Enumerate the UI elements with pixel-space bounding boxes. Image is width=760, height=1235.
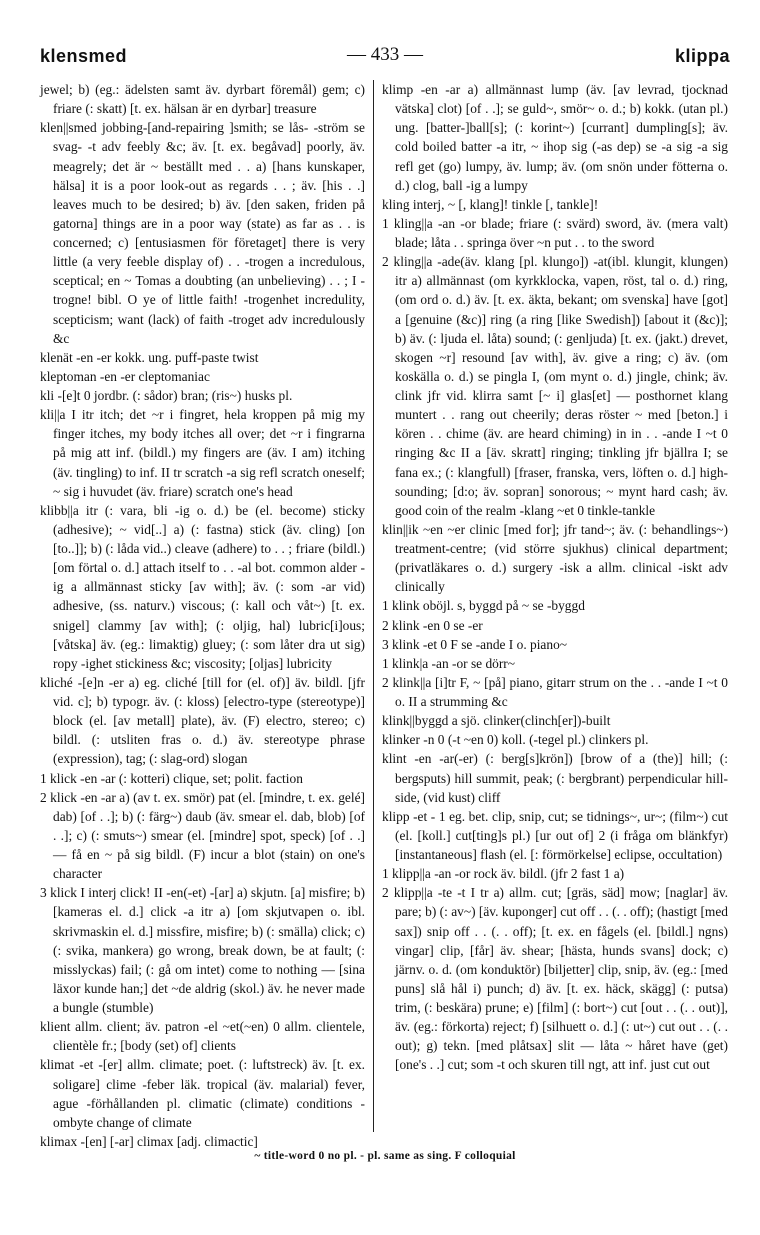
dictionary-entry: klen||smed jobbing-[and-repairing ]smith; se lås- -ström se svag- -t adv feebly &c; äv. [t. ex. begåvad] poorly, äv. meagrely; det är ~ beställt med . . a) [hans kunskaper, hälsa] it is a poor look-out as regards . . ; äv. [his . .] leaves much to be desired; b) äv. [den saken, friden på gatorna] things are in a poor way (state) as far as . . is concerned; c) [entusiasmen för företaget] there is very little (a very feeble display of) . . -trogen a incredulous, sceptical; en ~ Tomas a doubting (an unbelieving) . . ; I -trogne! bibl. O ye of little faith! -trogenhet incredulity, scepticism; want (lack) of faith -troget adv incredulously &c: [40, 120, 365, 346]
dictionary-entry: kliché -[e]n -er a) eg. cliché [till for (el. of)] äv. bildl. [jfr vid. c]; b) typogr. äv. (: kloss) [electro-type (stereotype)] block (el. [av metall] plate), äv. (F) electro, stereo; c) bildl. (: utsliten fras o. d.) äv. stereotype phrase (expression), tag; (: slag-ord) slogan: [40, 674, 365, 767]
dictionary-entry: 1 kling||a -an -or blade; friare (: svärd) sword, äv. (mera valt) blade; låta . . springa över ~n put . . to the sword: [382, 215, 728, 250]
page-number: — 433 —: [347, 44, 423, 65]
dictionary-entry: jewel; b) (eg.: ädelsten samt äv. dyrbart föremål) gem; c) friare (: skatt) [t. ex. hälsan är en dyrbar] treasure: [40, 82, 365, 117]
dictionary-entry: 2 kling||a -ade(äv. klang [pl. klungo]) -at(ibl. klungit, klungen) itr a) allmännast (om kyrkklocka, vapen, röst, tal o. d.) ring, (om ord o. d.) äv. [t. ex. äkta, bekant; om svenska] have [got] a [genuine (&c)] ring (a ring [like Swedish]) [about it (&c)]; b) äv. (: ljuda el. låta) sound; (: genljuda) [t. ex. (jakt.) drevet, skogen ~r] resound [av with], äv. give a ring; c) äv. (om koskälla o. d.) se pingla I, (om mynt o. d.) jingle, chink; äv. clink jfr vid. klirra samt [~ i] glas[et] — posthornet klang muntert . . rang out cheerily; deras röster ~ med [beton.] i kören . . chime (äv. are heard chiming) in in . . -ande I ~t 0 ringing &c II a [äv. skratt] ringing; tinkling jfr bjällra I; se fana ex.; (: klangfull) [fraser, franska, vers, löften o. d.] high-sounding; [d:o; äv. sopran] sonorous; ~ mynt hard cash; äv. good coin of the realm -klang ~et 0 tinkle-tankle: [382, 254, 728, 518]
dictionary-entry: klimp -en -ar a) allmännast lump (äv. [av levrad, tjocknad vätska] clot) [of . .]; se guld~, smör~ o. d.; b) kokk. (utan pl.) ung. [batter-]ball[s]; (: korint~) [currant] dumpling[s]; äv. cold boiled batter -a itr, ~ ihop sig (-as dep) se -a sig -a sig refl get (go) lumpy, äv. lump; äv. (om snön under fötterna o. d.) clog, ball -ig a lumpy: [382, 82, 728, 193]
dictionary-entry: 1 klick -en -ar (: kotteri) clique, set; polit. faction: [40, 770, 303, 786]
dictionary-entry: klipp -et - 1 eg. bet. clip, snip, cut; se tidnings~, ur~; (film~) cut (el. [koll.] cut[ting]s pl.) [ur out of] 2 (i fråga om blänkfyr) [instantaneous] flash (el. [: förmörkelse] eclipse, occultation): [382, 808, 728, 862]
header-left-catchword: klensmed: [40, 46, 128, 66]
dictionary-entry: klient allm. client; äv. patron -el ~et(~en) 0 allm. clientele, clientèle fr.; [body (set) of] clients: [40, 1019, 365, 1054]
dictionary-entry: 1 klipp||a -an -or rock äv. bildl. (jfr 2 fast 1 a): [382, 866, 625, 882]
dictionary-entry: 2 klink -en 0 se -er: [382, 617, 483, 633]
dictionary-entry: 2 klick -en -ar a) (av t. ex. smör) pat (el. [mindre, t. ex. gelé] dab) [of . .]; b) (: färg~) daub (äv. smear el. dab, blob) [of . .]; c) (: smuts~) smear (el. [mindre] spot, speck) [of . .] — få en ~ på sig bildl. (F) incur a blot (stain) on one's character: [40, 789, 365, 882]
right-column: [382, 80, 728, 1132]
dictionary-entry: klint -en -ar(-er) (: berg[s]krön]) [brow of a (the)] hill; (: bergsputs) hill summit, peak; (: bergbrant) perpendicular hill-side, (vid kust) cliff: [382, 751, 728, 805]
dictionary-entry: kli -[e]t 0 jordbr. (: sådor) bran; (ris~) husks pl.: [40, 388, 293, 403]
dictionary-entry: 3 klick I interj click! II -en(-et) -[ar] a) skjutn. [a] misfire; b) [kameras el. d.] click -a itr a) [om skjutvapen o. ibl. skrivmaskin el. d.] missfire, misfire; b) (: smälla) click; c) (: svika, mankera) go wrong, break down, be at fault; (: misslyckas) fail; (: gå om intet) come to nothing — [sina läxor kunde han;] det ~de aldrig (skol.) äv. he never made a bungle (stumble): [40, 885, 365, 1015]
dictionary-entry: klenät -en -er kokk. ung. puff-paste twist: [40, 349, 259, 365]
dictionary-entry: kleptoman -en -er cleptomaniac: [40, 368, 210, 384]
dictionary-entry: klimax -[en] [-ar] climax [adj. climactic]: [40, 1133, 258, 1149]
column-divider: [373, 80, 374, 1132]
dictionary-entry: klibb||a itr (: vara, bli -ig o. d.) be (el. become) sticky (adhesive); ~ vid[..] a) (: fastna) stick (äv. cling) [on [to..]]; b) (: låda vid..) cleave (adhere) to . . ; friare (bildl.) [om förtal o. d.] attach itself to . . -al bot. common alder -ig a allmännast sticky [av with]; äv. (: som -ar vid) adhesive, (ss. naturv.) viscous; (: kall och våt~) [t. ex. snigel] clammy [av with]; (: oljig, hal) lubric[i]ous; [våtska] äv. (eg.: limaktig) gluey; (: som låter dra ut sig) ropy -ighet stickiness &c; viscosity; [oljas] lubricity: [40, 502, 365, 671]
dictionary-entry: 1 klink oböjl. s, byggd på ~ se -byggd: [382, 598, 585, 614]
dictionary-entry: klink||byggd a sjö. clinker(clinch[er])-built: [382, 713, 611, 729]
dictionary-entry: klimat -et -[er] allm. climate; poet. (: luftstreck) äv. [t. ex. soligare] clime -feber läk. tropical (äv. malarial) fever, ague -förhållanden pl. climatic (climate) conditions -ombyte change of climate: [40, 1057, 365, 1130]
dictionary-entry: klinker -n 0 (-t ~en 0) koll. (-tegel pl.) clinkers pl.: [382, 732, 649, 748]
left-column: [40, 80, 365, 1149]
dictionary-entry: klin||ik ~en ~er clinic [med for]; jfr tand~; äv. (: behandlings~) treatment-centre; (vid större sjukhus) clinical department; (privatläkares o. d.) surgery -isk a allm. clinical -iskt adv clinically: [382, 521, 728, 595]
header-right-catchword: klippa: [674, 46, 730, 66]
dictionary-entry: kli||a I itr itch; det ~r i fingret, hela kroppen på mig my finger itches, my body itches all over; det ~r i fingrarna på mig att inf. (bildl.) my fingers are (äv. I am) itching (äv. tingling) to inf. II tr scratch -a sig refl scratch oneself; ~ sig i huvudet (äv. friare) scratch one's head: [40, 407, 365, 499]
dictionary-entry: 1 klink|a -an -or se dörr~: [382, 655, 516, 671]
page-header: [40, 42, 730, 72]
dictionary-entry: 2 klink||a [i]tr F, ~ [på] piano, gitarr strum on the . . -ande I ~t 0 o. II a strumming &c: [382, 674, 728, 709]
dictionary-entry: kling interj, ~ [, klang]! tinkle [, tankle]!: [382, 196, 599, 212]
page-footer-legend: ~ title-word 0 no pl. - pl. same as sing. F colloquial: [254, 1150, 516, 1162]
dictionary-entry: 2 klipp||a -te -t I tr a) allm. cut; [gräs, säd] mow; [naglar] äv. pare; b) (: av~) [äv. kuponger] cut off . . (. . off); (hastigt [med sax]) snip off . . (. . off); [t. ex. en fågels (el. [bildl.] ngns) vingar] clip, [får] äv. shear; [hästa, hunds svans] dock; c) järnv. o. d. (om konduktör) [biljetter] clip, snip, äv. (eg.: [med puns] slå hål i) punch; d) äv. [t. ex. häck, skägg] (: putsa) trim, (: beskära) prune; e) [film] (: bort~) cut [out . . (. . out)], äv. (eg.: förkorta) reject; f) [silhuett o. d.] (: ut~) cut out . . (. . out); g) tekn. [med plåtsax] slit — låta ~ håret have (get) [one's . .] cut; som -t och skuren till ngt, att inf. just cut out: [382, 885, 728, 1073]
dictionary-entry: 3 klink -et 0 F se -ande I o. piano~: [382, 636, 568, 652]
